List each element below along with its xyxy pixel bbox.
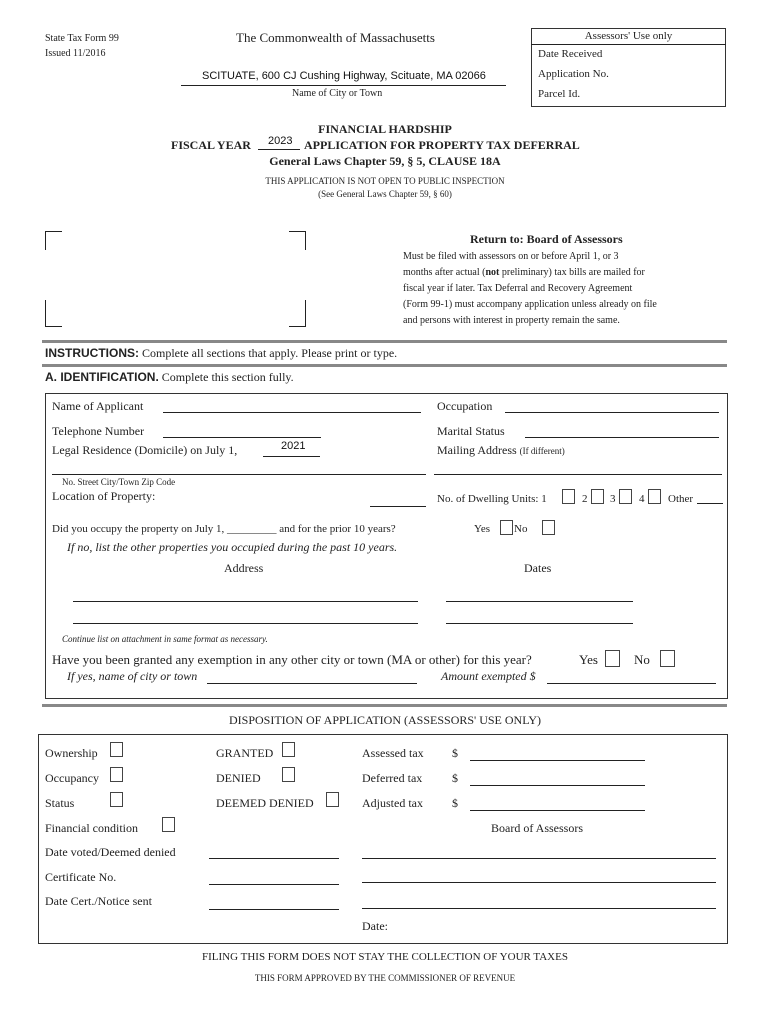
occupy-yes-label: Yes — [474, 523, 491, 535]
dates-row-1[interactable] — [446, 601, 633, 602]
name-of-applicant-label: Name of Applicant — [52, 399, 144, 413]
return-to-line1: Must be filed with assessors on or before April 1, or 3 — [403, 251, 619, 262]
instructions-rule-bottom — [42, 364, 727, 367]
dwelling-1-checkbox[interactable] — [562, 489, 575, 504]
window-corner-tr — [289, 231, 306, 250]
board-signature-3[interactable] — [362, 908, 716, 909]
assessors-box-title: Assessors' Use only — [584, 30, 673, 42]
return-to-line5: and persons with interest in property remain the same. — [403, 315, 620, 326]
mailing-address-label: Mailing Address (If different) — [437, 443, 565, 457]
return-to-heading: Return to: Board of Assessors — [470, 232, 623, 246]
street-address-field[interactable] — [52, 474, 426, 475]
marital-status-label: Marital Status — [437, 424, 505, 438]
dwelling-3-label: 3 — [610, 493, 616, 505]
status-label: Status — [45, 796, 75, 810]
board-signature-1[interactable] — [362, 858, 716, 859]
adjusted-tax-label: Adjusted tax — [362, 796, 423, 810]
granted-label: GRANTED — [216, 746, 274, 760]
not-open-notice: THIS APPLICATION IS NOT OPEN TO PUBLIC INSPECTION — [265, 176, 505, 186]
certificate-no-label: Certificate No. — [45, 870, 117, 884]
window-corner-bl — [45, 300, 62, 327]
footer-approval: THIS FORM APPROVED BY THE COMMISSIONER OF REVENUE — [254, 973, 516, 983]
window-corner-tl — [45, 231, 62, 250]
telephone-field[interactable] — [163, 437, 321, 438]
location-field[interactable] — [370, 506, 426, 507]
dwelling-4-label: 4 — [639, 493, 645, 505]
title-line1: FINANCIAL HARDSHIP — [318, 122, 452, 136]
dwelling-units-label: No. of Dwelling Units: 1 — [437, 493, 547, 505]
adjusted-tax-dollar: $ — [452, 796, 458, 810]
certificate-no-field[interactable] — [209, 884, 339, 885]
assessed-tax-label: Assessed tax — [362, 746, 424, 760]
adjusted-tax-field[interactable] — [470, 810, 645, 811]
amount-exempted-label: Amount exempted $ — [441, 669, 536, 683]
mailing-address-field[interactable] — [434, 474, 722, 475]
see-law-notice: (See General Laws Chapter 59, § 60) — [318, 189, 452, 199]
ownership-label: Ownership — [45, 746, 98, 760]
date-received-label: Date Received — [538, 48, 603, 60]
location-of-property-label: Location of Property: — [52, 489, 156, 503]
section-a-heading: A. IDENTIFICATION. Complete this section fully. — [45, 370, 294, 384]
amount-exempted-field[interactable] — [547, 683, 716, 684]
fiscal-year-value[interactable]: 2023 — [268, 135, 293, 147]
board-of-assessors-label: Board of Assessors — [491, 821, 583, 835]
other-city-field[interactable] — [207, 683, 417, 684]
exemption-no-label: No — [634, 652, 650, 667]
occupation-label: Occupation — [437, 399, 493, 413]
date-voted-label: Date voted/Deemed denied — [45, 845, 176, 859]
application-no-label: Application No. — [538, 68, 609, 80]
legal-residence-label: Legal Residence (Domicile) on July 1, — [52, 443, 238, 457]
marital-status-field[interactable] — [525, 437, 719, 438]
dwelling-other-field[interactable] — [697, 503, 723, 504]
date-voted-field[interactable] — [209, 858, 339, 859]
city-caption: Name of City or Town — [292, 88, 383, 99]
exemption-no-checkbox[interactable] — [660, 650, 675, 667]
deemed-denied-label: DEEMED DENIED — [216, 796, 314, 810]
address-row-1[interactable] — [73, 601, 418, 602]
window-corner-br — [289, 300, 306, 327]
commonwealth-heading: The Commonwealth of Massachusetts — [236, 30, 435, 45]
fiscal-year-prefix: FISCAL YEAR — [171, 138, 251, 152]
exemption-yes-label: Yes — [579, 652, 598, 667]
return-to-line3: fiscal year if later. Tax Deferral and Recovery Agreement — [403, 283, 633, 294]
deferred-tax-field[interactable] — [470, 785, 645, 786]
financial-condition-label: Financial condition — [45, 821, 138, 835]
dwelling-2-checkbox[interactable] — [591, 489, 604, 504]
address-row-2[interactable] — [73, 623, 418, 624]
if-no-instruction: If no, list the other properties you occupied during the past 10 years. — [67, 540, 398, 554]
instructions: INSTRUCTIONS: Complete all sections that apply. Please print or type. — [45, 346, 398, 360]
ownership-checkbox[interactable] — [110, 742, 123, 757]
title-line3: General Laws Chapter 59, § 5, CLAUSE 18A — [269, 154, 501, 168]
occupation-field[interactable] — [505, 412, 719, 413]
granted-checkbox[interactable] — [282, 742, 295, 757]
telephone-label: Telephone Number — [52, 424, 145, 438]
return-to-line2: months after actual (not preliminary) tax bills are mailed for — [403, 267, 645, 278]
dwelling-2-label: 2 — [582, 493, 588, 505]
continue-note: Continue list on attachment in same format as necessary. — [62, 634, 268, 644]
dates-row-2[interactable] — [446, 623, 633, 624]
denied-label: DENIED — [216, 771, 261, 785]
issued-date: Issued 11/2016 — [45, 48, 106, 59]
dwelling-4-checkbox[interactable] — [648, 489, 661, 504]
return-to-line4: (Form 99-1) must accompany application unless already on file — [403, 299, 657, 310]
name-of-applicant-field[interactable] — [163, 412, 421, 413]
dwelling-3-checkbox[interactable] — [619, 489, 632, 504]
occupancy-checkbox[interactable] — [110, 767, 123, 782]
financial-condition-checkbox[interactable] — [162, 817, 175, 832]
disposition-title: DISPOSITION OF APPLICATION (ASSESSORS' USE ONLY) — [228, 713, 541, 727]
status-checkbox[interactable] — [110, 792, 123, 807]
assessed-tax-field[interactable] — [470, 760, 645, 761]
legal-residence-year[interactable]: 2021 — [281, 440, 306, 452]
board-signature-2[interactable] — [362, 882, 716, 883]
dates-column-header: Dates — [524, 561, 552, 575]
city-value[interactable]: SCITUATE, 600 CJ Cushing Highway, Scituate, MA 02066 — [202, 70, 486, 82]
disposition-box — [38, 734, 728, 944]
occupy-no-label: No — [514, 523, 528, 535]
disposition-rule — [42, 704, 727, 707]
parcel-id-label: Parcel Id. — [538, 88, 581, 100]
street-caption: No. Street City/Town Zip Code — [62, 477, 176, 487]
denied-checkbox[interactable] — [282, 767, 295, 782]
title-line2: APPLICATION FOR PROPERTY TAX DEFERRAL — [304, 138, 580, 152]
deemed-denied-checkbox[interactable] — [326, 792, 339, 807]
date-cert-label: Date Cert./Notice sent — [45, 894, 152, 908]
occupancy-label: Occupancy — [45, 771, 99, 785]
occupy-no-checkbox[interactable] — [542, 520, 555, 535]
occupy-question: Did you occupy the property on July 1, _________ and for the prior 10 years? — [52, 523, 396, 535]
assessed-tax-dollar: $ — [452, 746, 458, 760]
date-label: Date: — [362, 919, 388, 933]
deferred-tax-dollar: $ — [452, 771, 458, 785]
instructions-rule — [42, 340, 727, 343]
footer-notice: FILING THIS FORM DOES NOT STAY THE COLLECTION OF YOUR TAXES — [202, 951, 568, 963]
form-name: State Tax Form 99 — [45, 33, 119, 44]
date-cert-field[interactable] — [209, 909, 339, 910]
exemption-question: Have you been granted any exemption in any other city or town (MA or other) for this year? — [52, 652, 532, 667]
if-yes-label: If yes, name of city or town — [67, 669, 198, 683]
dwelling-other-label: Other — [668, 493, 694, 505]
exemption-yes-checkbox[interactable] — [605, 650, 620, 667]
deferred-tax-label: Deferred tax — [362, 771, 423, 785]
occupy-yes-checkbox[interactable] — [500, 520, 513, 535]
address-column-header: Address — [224, 561, 264, 575]
